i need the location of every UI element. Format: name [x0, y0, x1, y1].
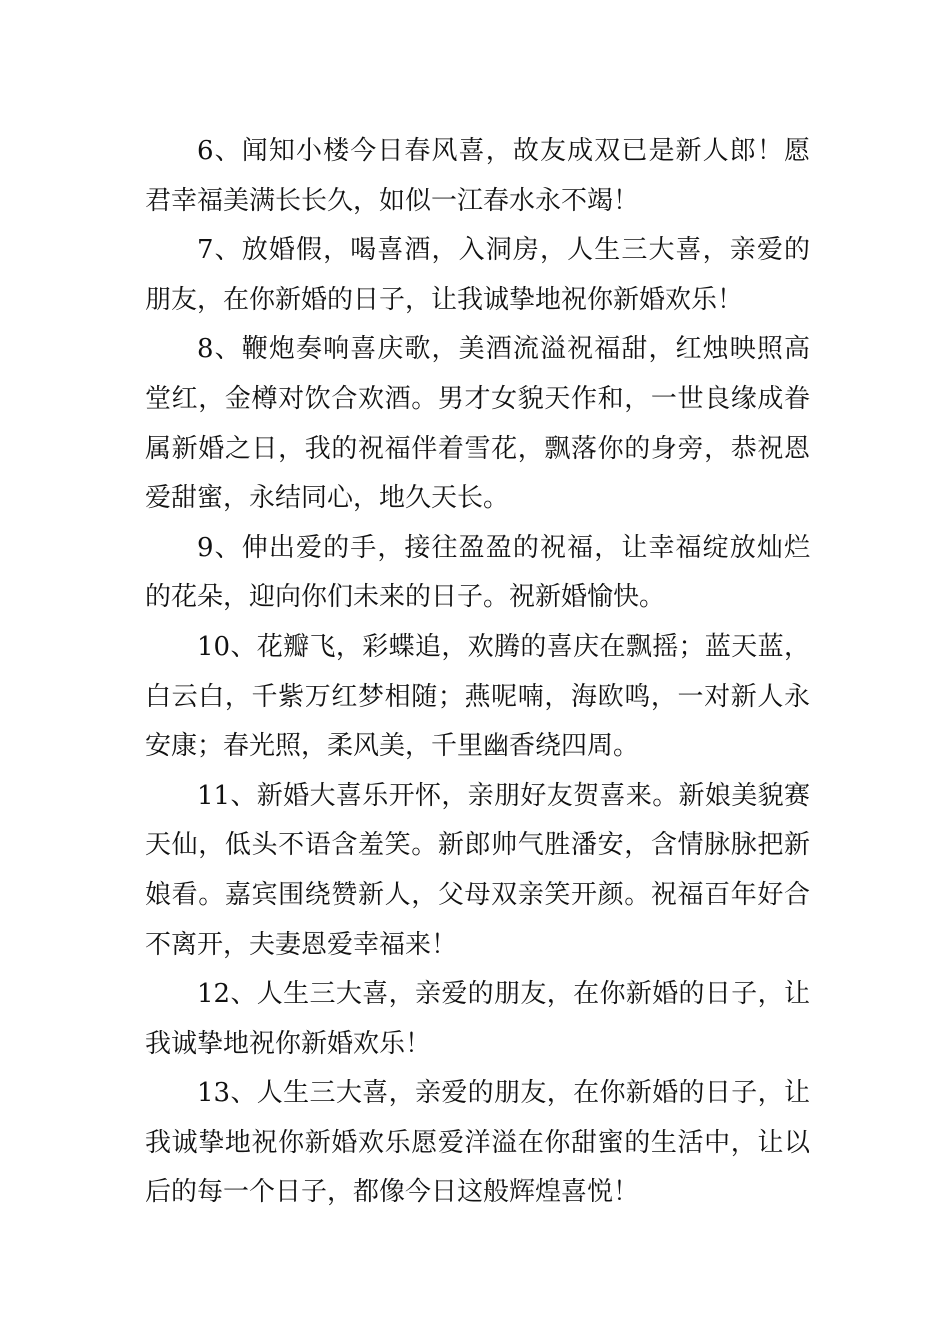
paragraph-11: 11、新婚大喜乐开怀，亲朋好友贺喜来。新娘美貌赛天仙，低头不语含羞笑。新郎帅气胜潘安，含情脉脉把新娘看。嘉宾围绕赞新人，父母双亲笑开颜。祝福百年好合不离开，夫妻恩爱幸福来！	[145, 780, 810, 960]
paragraph-6: 6、闻知小楼今日春风喜，故友成双已是新人郎！愿君幸福美满长长久，如似一江春水永不竭！	[145, 136, 810, 216]
paragraph-9: 9、伸出爱的手，接往盈盈的祝福，让幸福绽放灿烂的花朵，迎向你们未来的日子。祝新婚愉快。	[145, 532, 810, 613]
paragraph-7: 7、放婚假，喝喜酒，入洞房，人生三大喜，亲爱的朋友，在你新婚的日子，让我诚挚地祝你新婚欢乐！	[145, 235, 810, 315]
paragraph-12: 12、人生三大喜，亲爱的朋友，在你新婚的日子，让我诚挚地祝你新婚欢乐！	[145, 979, 810, 1059]
paragraph-13: 13、人生三大喜，亲爱的朋友，在你新婚的日子，让我诚挚地祝你新婚欢乐愿爱洋溢在你甜蜜的生活中，让以后的每一个日子，都像今日这般辉煌喜悦！	[145, 1078, 810, 1208]
paragraph-8: 8、鞭炮奏响喜庆歌，美酒流溢祝福甜，红烛映照高堂红，金樽对饮合欢酒。男才女貌天作和，一世良缘成眷属新婚之日，我的祝福伴着雪花，飘落你的身旁，恭祝恩爱甜蜜，永结同心，地久天长。	[145, 334, 810, 514]
paragraph-10: 10、花瓣飞，彩蝶追，欢腾的喜庆在飘摇；蓝天蓝，白云白，千紫万红梦相随；燕呢喃，海欧鸣，一对新人永安康；春光照，柔风美，千里幽香绕四周。	[145, 631, 810, 762]
document-body	[145, 127, 810, 1218]
